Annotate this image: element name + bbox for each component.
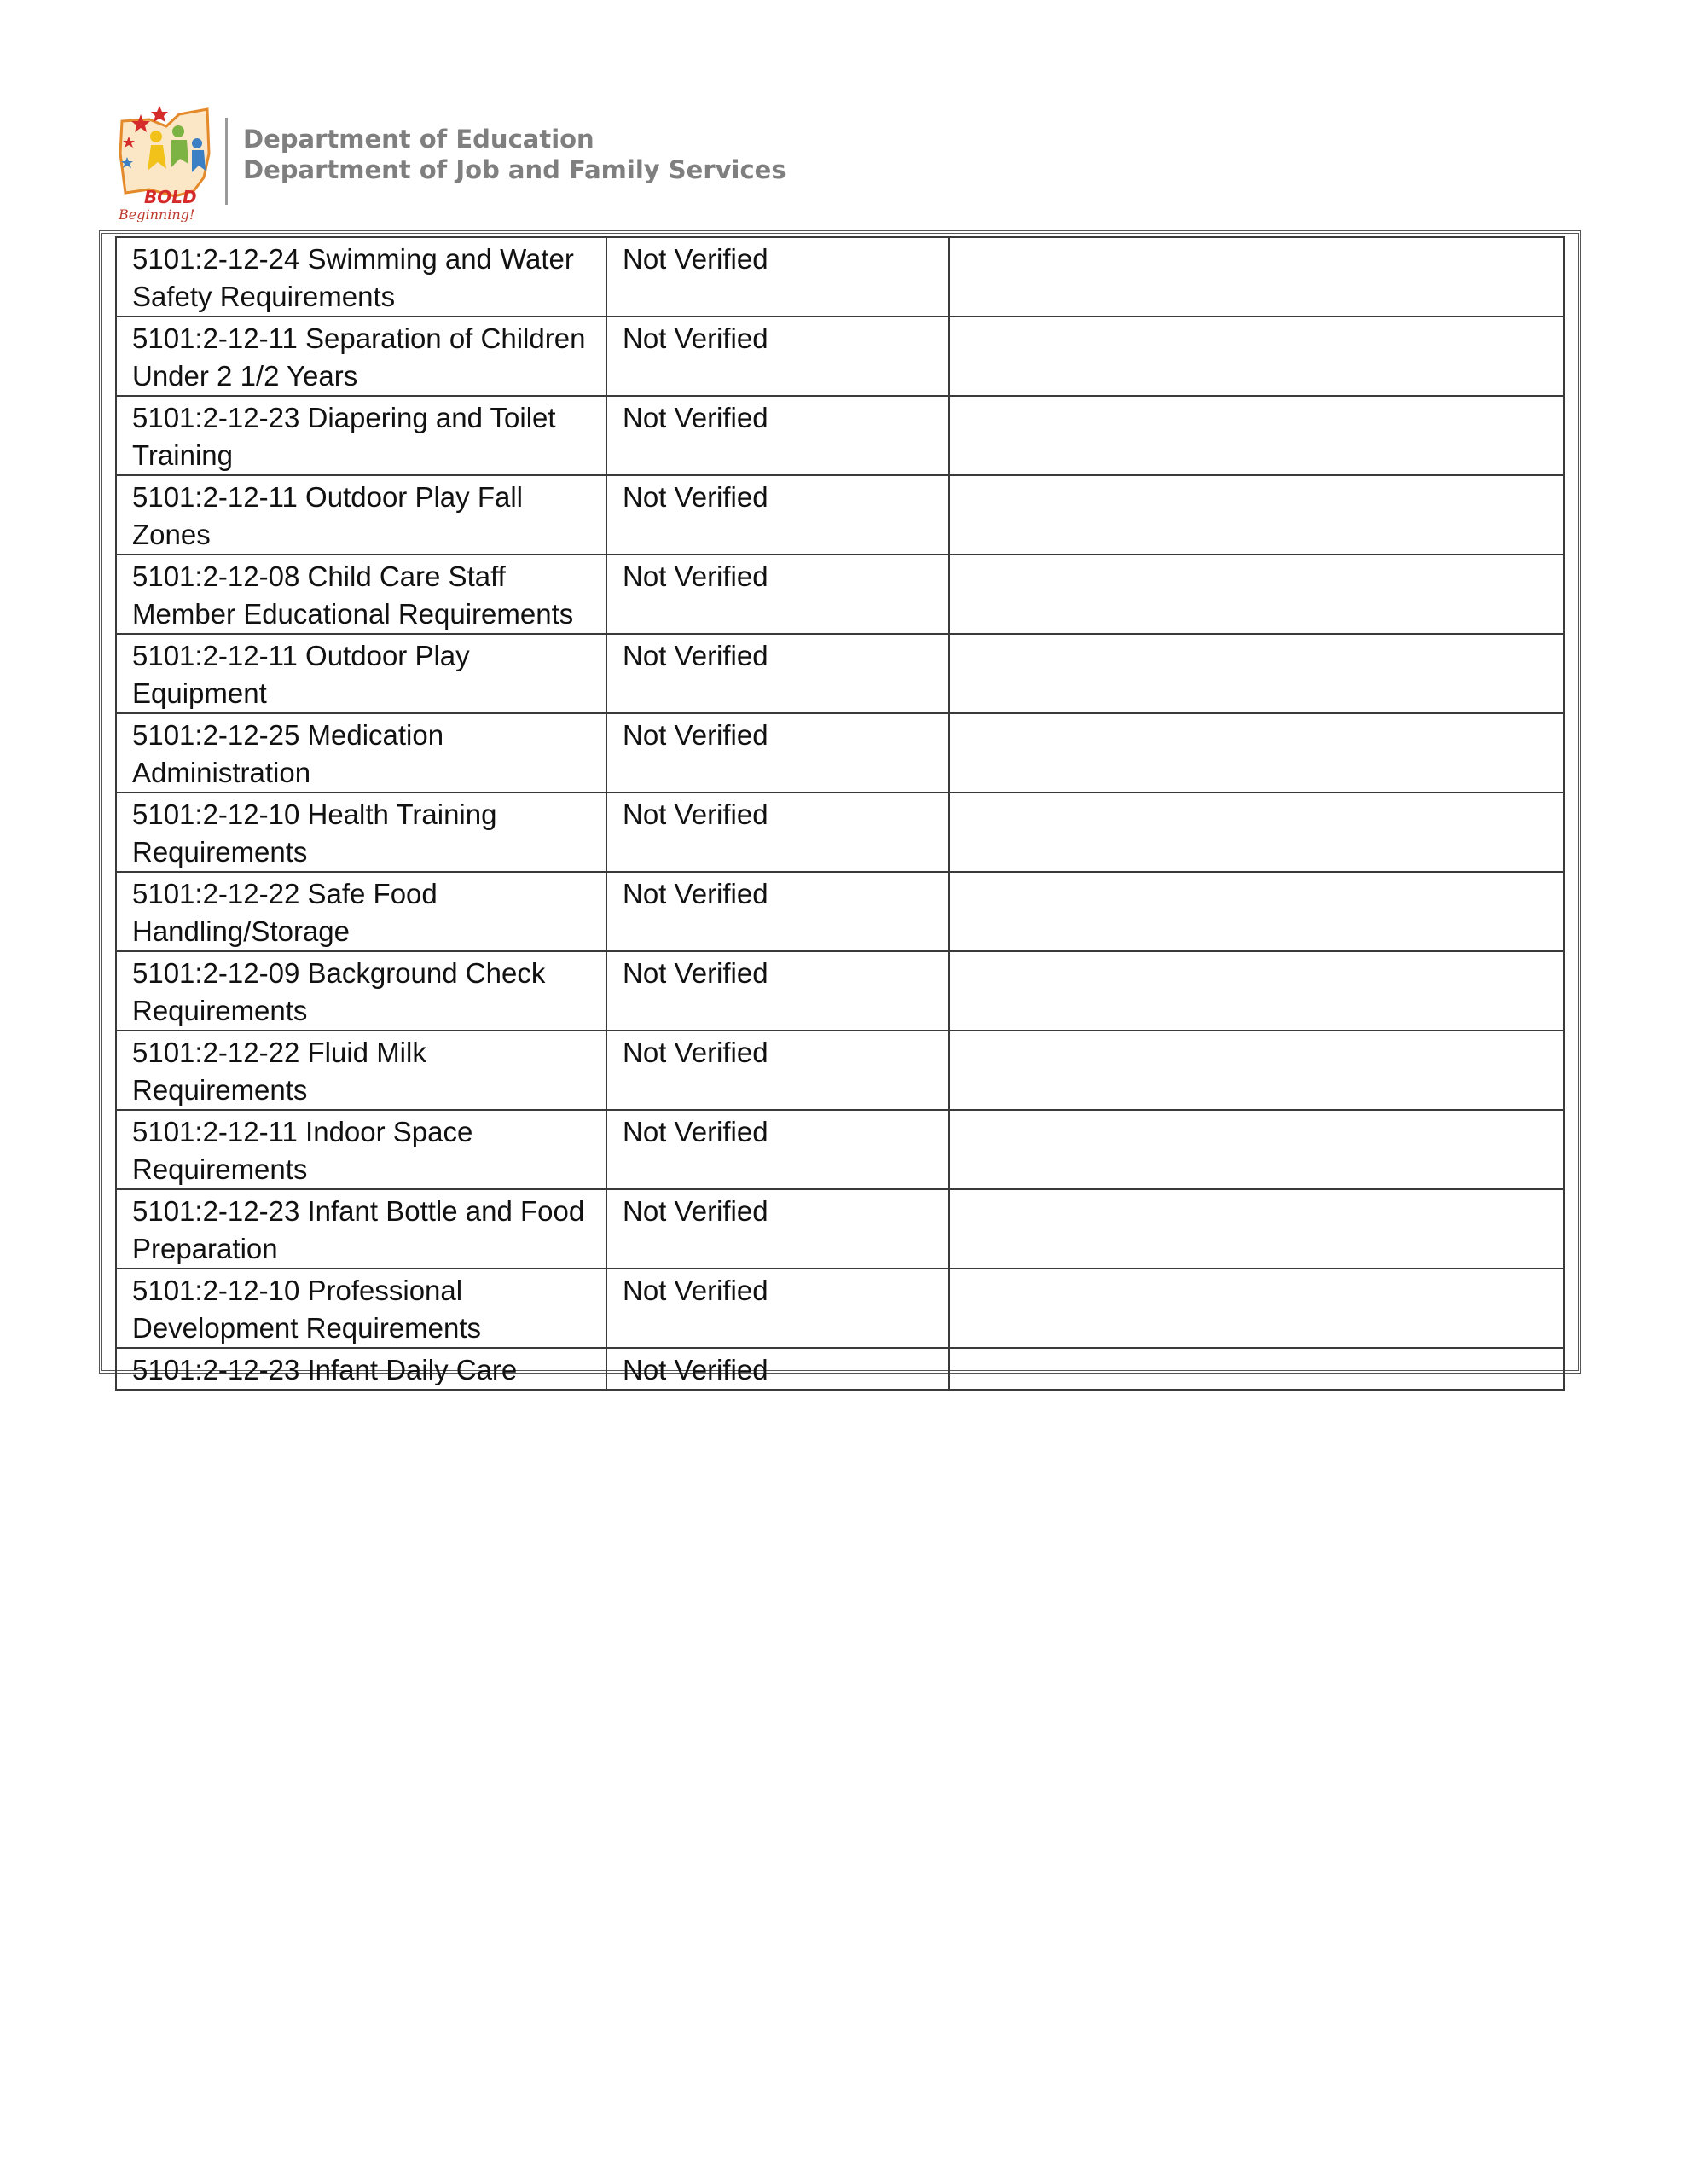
status-cell: Not Verified xyxy=(606,793,949,872)
department-of-job-family-services-label: Department of Job and Family Services xyxy=(243,155,786,184)
rule-cell: 5101:2-12-22 Safe Food Handling/Storage xyxy=(116,872,606,951)
table-row xyxy=(116,1031,1564,1110)
rule-cell: 5101:2-12-22 Fluid Milk Requirements xyxy=(116,1031,606,1110)
status-cell: Not Verified xyxy=(606,317,949,396)
table-row xyxy=(116,872,1564,951)
status-cell: Not Verified xyxy=(606,951,949,1031)
notes-cell xyxy=(949,237,1564,317)
table-row xyxy=(116,951,1564,1031)
table-row xyxy=(116,1348,1564,1390)
notes-cell xyxy=(949,793,1564,872)
notes-cell xyxy=(949,872,1564,951)
notes-cell xyxy=(949,396,1564,475)
notes-cell xyxy=(949,317,1564,396)
notes-cell xyxy=(949,951,1564,1031)
department-of-education-label: Department of Education xyxy=(243,125,594,154)
rule-cell: 5101:2-12-11 Indoor Space Requirements xyxy=(116,1110,606,1189)
status-cell: Not Verified xyxy=(606,1110,949,1189)
table-row xyxy=(116,1110,1564,1189)
table-row xyxy=(116,555,1564,634)
rule-cell: 5101:2-12-23 Infant Daily Care xyxy=(116,1348,606,1390)
status-cell: Not Verified xyxy=(606,475,949,555)
table-row xyxy=(116,1189,1564,1269)
notes-cell xyxy=(949,713,1564,793)
notes-cell xyxy=(949,1269,1564,1348)
rule-cell: 5101:2-12-11 Outdoor Play Fall Zones xyxy=(116,475,606,555)
notes-cell xyxy=(949,475,1564,555)
notes-cell xyxy=(949,634,1564,713)
status-cell: Not Verified xyxy=(606,872,949,951)
table-row xyxy=(116,793,1564,872)
star-icon xyxy=(151,106,168,122)
rule-cell: 5101:2-12-08 Child Care Staff Member Educational Requirements xyxy=(116,555,606,634)
table-row xyxy=(116,317,1564,396)
notes-cell xyxy=(949,555,1564,634)
rule-cell: 5101:2-12-10 Professional Development Requirements xyxy=(116,1269,606,1348)
table-row xyxy=(116,634,1564,713)
status-cell: Not Verified xyxy=(606,634,949,713)
logo-beginning-text: Beginning! xyxy=(119,206,195,222)
table-row xyxy=(116,713,1564,793)
table-row xyxy=(116,237,1564,317)
rules-table xyxy=(115,236,1565,1391)
status-cell: Not Verified xyxy=(606,713,949,793)
rule-cell: 5101:2-12-23 Infant Bottle and Food Preparation xyxy=(116,1189,606,1269)
rule-cell: 5101:2-12-09 Background Check Requirements xyxy=(116,951,606,1031)
notes-cell xyxy=(949,1031,1564,1110)
notes-cell xyxy=(949,1189,1564,1269)
rule-cell: 5101:2-12-11 Separation of Children Under 2 1/2 Years xyxy=(116,317,606,396)
status-cell: Not Verified xyxy=(606,1031,949,1110)
rule-cell: 5101:2-12-23 Diapering and Toilet Training xyxy=(116,396,606,475)
notes-cell xyxy=(949,1348,1564,1390)
header-divider xyxy=(225,118,228,205)
status-cell: Not Verified xyxy=(606,1348,949,1390)
bold-beginning-logo xyxy=(115,102,222,222)
page-header xyxy=(115,102,786,222)
status-cell: Not Verified xyxy=(606,237,949,317)
rule-cell: 5101:2-12-24 Swimming and Water Safety Requirements xyxy=(116,237,606,317)
table-row xyxy=(116,475,1564,555)
rule-cell: 5101:2-12-11 Outdoor Play Equipment xyxy=(116,634,606,713)
status-cell: Not Verified xyxy=(606,555,949,634)
table-row xyxy=(116,1269,1564,1348)
rule-cell: 5101:2-12-10 Health Training Requirements xyxy=(116,793,606,872)
table-row xyxy=(116,396,1564,475)
status-cell: Not Verified xyxy=(606,1269,949,1348)
logo-bold-text: BOLD xyxy=(144,187,197,207)
rule-cell: 5101:2-12-25 Medication Administration xyxy=(116,713,606,793)
notes-cell xyxy=(949,1110,1564,1189)
status-cell: Not Verified xyxy=(606,396,949,475)
status-cell: Not Verified xyxy=(606,1189,949,1269)
